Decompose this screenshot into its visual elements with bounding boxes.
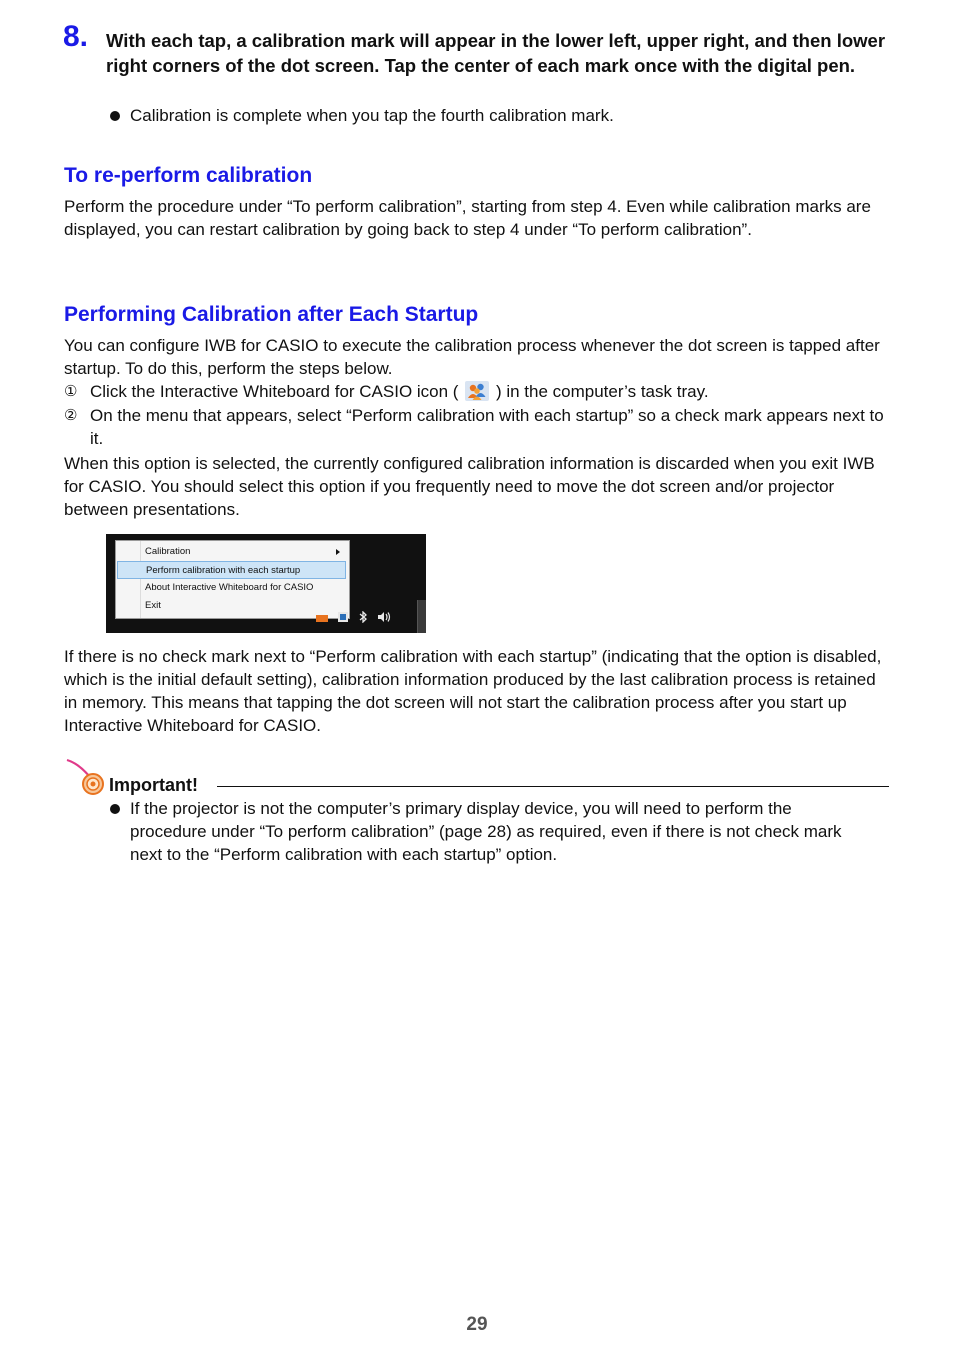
- step-item-2: [64, 404, 889, 450]
- bluetooth-icon[interactable]: [358, 611, 368, 623]
- menu-item-about[interactable]: [117, 579, 346, 597]
- step-note-text: Calibration is complete when you tap the fourth calibration mark.: [130, 106, 614, 125]
- menu-item-label: Calibration: [145, 546, 191, 557]
- important-pin-icon: [64, 757, 106, 797]
- submenu-arrow-icon: [336, 549, 340, 555]
- item-text: On the menu that appears, select “Perform calibration with each startup” so a check mark appears next to it.: [90, 406, 884, 448]
- step-number: 8.: [63, 20, 89, 53]
- iwb-tray-icon: [465, 381, 489, 401]
- item-number: ②: [64, 407, 78, 424]
- important-divider: [217, 786, 889, 787]
- no-check-paragraph: If there is no check mark next to “Perform calibration with each startup” (indicating that the option is disabled, which is the initial default setting), calibration information produced by the last calibration process is retained in memory. This means that tapping the dot screen will not start the calibration process after you start up Interactive Whiteboard for CASIO.: [64, 647, 882, 735]
- important-label: Important!: [109, 775, 198, 795]
- menu-item-label: Exit: [145, 600, 161, 611]
- item-text: [90, 380, 709, 403]
- tray-app-icon[interactable]: [316, 612, 328, 622]
- item-number: ①: [64, 383, 78, 400]
- bullet-icon: [110, 804, 120, 814]
- item-text-after: ) in the computer’s task tray.: [495, 382, 709, 401]
- network-icon[interactable]: [337, 611, 349, 623]
- important-note: [110, 797, 870, 866]
- menu-item-exit[interactable]: [117, 597, 346, 615]
- context-menu-screenshot: [106, 534, 426, 633]
- step-note: [110, 104, 900, 127]
- bullet-icon: [110, 111, 120, 121]
- startup-heading: Performing Calibration after Each Startup: [64, 303, 479, 326]
- page-number: 29: [466, 1314, 488, 1335]
- menu-item-label: Perform calibration with each startup: [146, 565, 301, 576]
- step-item-1: [64, 380, 889, 403]
- show-desktop-button[interactable]: [417, 600, 426, 633]
- step-instruction: With each tap, a calibration mark will appear in the lower left, upper right, and then lower right corners of the dot screen. Tap the center of each mark once with the digital pen.: [106, 30, 886, 76]
- menu-item-label: About Interactive Whiteboard for CASIO: [145, 582, 314, 593]
- menu-item-perform-calibration-each-startup[interactable]: [117, 561, 346, 579]
- startup-intro: You can configure IWB for CASIO to execute the calibration process whenever the dot screen is tapped after startup. To do this, perform the steps below.: [64, 336, 880, 378]
- menu-item-calibration[interactable]: [117, 543, 346, 561]
- volume-icon[interactable]: [377, 611, 391, 623]
- item-text-before: Click the Interactive Whiteboard for CASIO icon (: [90, 382, 459, 401]
- startup-note: When this option is selected, the currently configured calibration information is discarded when you exit IWB for CASIO. You should select this option if you frequently need to move the dot screen and/or projector between presentations.: [64, 454, 875, 519]
- reperform-heading: To re-perform calibration: [64, 164, 313, 187]
- important-note-text: If the projector is not the computer’s primary display device, you will need to perform the procedure under “To perform calibration” (page 28) as required, even if there is not check mark next to the “Perform calibration with each startup” option.: [130, 799, 842, 864]
- context-menu: [115, 540, 350, 619]
- task-tray: [316, 606, 391, 628]
- reperform-body: Perform the procedure under “To perform calibration”, starting from step 4. Even while calibration marks are displayed, you can restart calibration by going back to step 4 under “To perform calibration”.: [64, 197, 871, 239]
